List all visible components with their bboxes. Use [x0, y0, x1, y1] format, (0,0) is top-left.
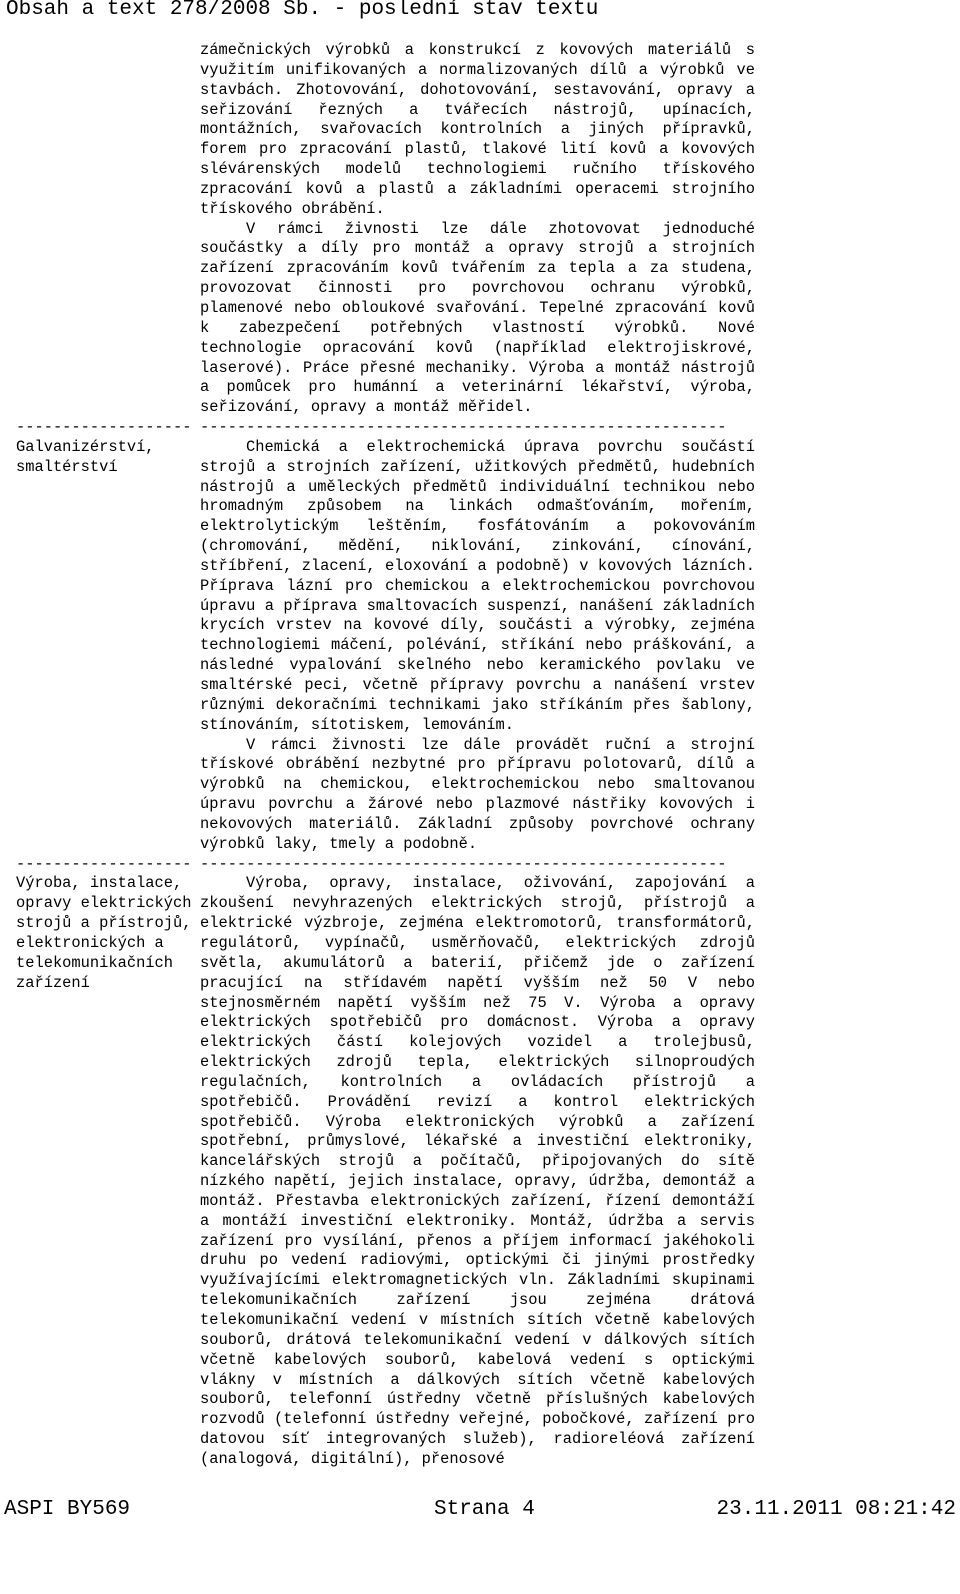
section-text	[200, 874, 755, 1469]
separator-left: -------------------	[16, 854, 192, 873]
section-row	[16, 438, 756, 855]
paragraph: Chemická a elektrochemická úprava povrchu součástí strojů a strojních zařízení, užitkových předmětů, hudebních nástrojů a uměleckých předmětů individuální technikou nebo hromadným způsobem na linkách odmašťováním, mořením, elektrolytickým leštěním, fosfátováním a pokovováním (chromování, mědění, niklování, zinkování, cínování, stříbření, zlacení, eloxování a podobně) v kovových lázních. Příprava lázní pro chemickou a elektrochemickou povrchovou úpravu a příprava smaltovacích suspenzí, nanášení základních krycích vrstev na kovové díly, součásti a výrobky, zejména technologiemi máčení, polévání, stříkání nebo práškování, a následné vypalování skelného nebo keramického povlaku ve smaltérské peci, včetně přípravy povrchu a nanášení vrstev různými dekoračními technikami jako stříkáním přes šablony, stínováním, sítotiskem, lemováním.	[200, 437, 755, 734]
section-label: Galvanizérství, smaltérství	[16, 437, 155, 476]
separator-right: ---------------------------------------------------------	[200, 418, 727, 437]
page-title: Obsah a text 278/2008 Sb. - poslední stav textu	[6, 0, 599, 21]
footer-source: ASPI BY569	[4, 1498, 131, 1521]
footer-timestamp: 23.11.2011 08:21:42	[716, 1498, 956, 1521]
footer-page-number: Strana 4	[434, 1498, 535, 1521]
paragraph: Výroba, opravy, instalace, oživování, zapojování a zkoušení nevyhrazených elektrických strojů, přístrojů a elektrické výzbroje, zejména elektromotorů, transformátorů, regulátorů, vypínačů, usměrňovačů, elektrických zdrojů světla, akumulátorů a baterií, přičemž jde o zařízení pracující na střídavém napětí vyšším než 50 V nebo stejnosměrném napětí vyšším než 75 V. Výroba a opravy elektrických spotřebičů pro domácnost. Výroba a opravy elektrických částí kolejových vozidel a trolejbusů, elektrických zdrojů tepla, elektrických silnoproudých regulačních, kontrolních a ovládacích přístrojů a spotřebičů. Provádění revizí a kontrol elektrických spotřebičů. Výroba elektronických výrobků a zařízení spotřební, průmyslové, lékařské a investiční elektroniky, kancelářských strojů a počítačů, připojovaných do sítě nízkého napětí, jejich instalace, opravy, údržba, demontáž a montáž. Přestavba elektronických zařízení, řízení demontáží a montáží investiční elektroniky. Montáž, údržba a servis zařízení pro vysílání, přenos a příjem informací jakéhokoli druhu po vedení radiovými, optickými či jinými prostředky využívajícími elektromagnetických vln. Základními skupinami telekomunikačních zařízení jsou zejména drátová telekomunikační vedení v místních sítích včetně kabelových souborů, drátová telekomunikační vedení v dálkových sítích včetně kabelových souborů, kabelová vedení s optickými vlákny v místních a dálkových sítích včetně kabelových souborů, telefonní ústředny včetně příslušných kabelových rozvodů (telefonní ústředny veřejné, pobočkové, zařízení pro datovou síť integrovaných služeb), radioreléová zařízení (analogová, digitální), přenosové	[200, 874, 755, 1468]
section-label	[16, 41, 200, 418]
separator-left: -------------------	[16, 418, 192, 437]
separator-line	[16, 418, 756, 438]
section-text	[200, 41, 755, 418]
paragraph: V rámci živnosti lze dále zhotovovat jednoduché součástky a díly pro montáž a opravy strojů a strojních zařízení zpracováním kovů tvářením za tepla a za studena, provozovat činnosti pro povrchovou ochranu výrobků, plamenové nebo obloukové svařování. Tepelné zpracování kovů k zabezpečení potřebných vlastností výrobků. Nové technologie opracování kovů (například elektrojiskrové, laserové). Práce přesné mechaniky. Výroba a montáž nástrojů a pomůcek pro humánní a veterinární lékařství, výroba, seřizování, opravy a montáž měřidel.	[200, 219, 755, 417]
separator-line	[16, 855, 756, 875]
document-body	[16, 41, 756, 1470]
section-label: Výroba, instalace, opravy elektrických strojů a přístrojů, elektronických a telekomunikačních zařízení	[16, 874, 192, 992]
page-footer	[0, 1498, 960, 1522]
section-text	[200, 438, 755, 855]
paragraph: zámečnických výrobků a konstrukcí z kovových materiálů s využitím unifikovaných a normalizovaných dílů a výrobků ve stavbách. Zhotovování, dohotovování, sestavování, opravy a seřizování řezných a tvářecích nástrojů, upínacích, montážních, svařovacích kontrolních a jiných přípravků, forem pro zpracování plastů, tlakové lití kovů a kovových slévárenských modelů technologiemi ručního třískového zpracování kovů a plastů a základními operacemi strojního třískového obrábění.	[200, 41, 755, 218]
separator-right: ---------------------------------------------------------	[200, 854, 727, 873]
section-row	[16, 874, 756, 1469]
section-row	[16, 41, 756, 418]
paragraph: V rámci živnosti lze dále provádět ruční a strojní třískové obrábění nezbytné pro přípravu polotovarů, dílů a výrobků na chemickou, elektrochemickou nebo smaltovanou úpravu povrchu a žárové nebo plazmové nástřiky kovových i nekovových materiálů. Základní způsoby povrchové ochrany výrobků laky, tmely a podobně.	[200, 735, 755, 853]
